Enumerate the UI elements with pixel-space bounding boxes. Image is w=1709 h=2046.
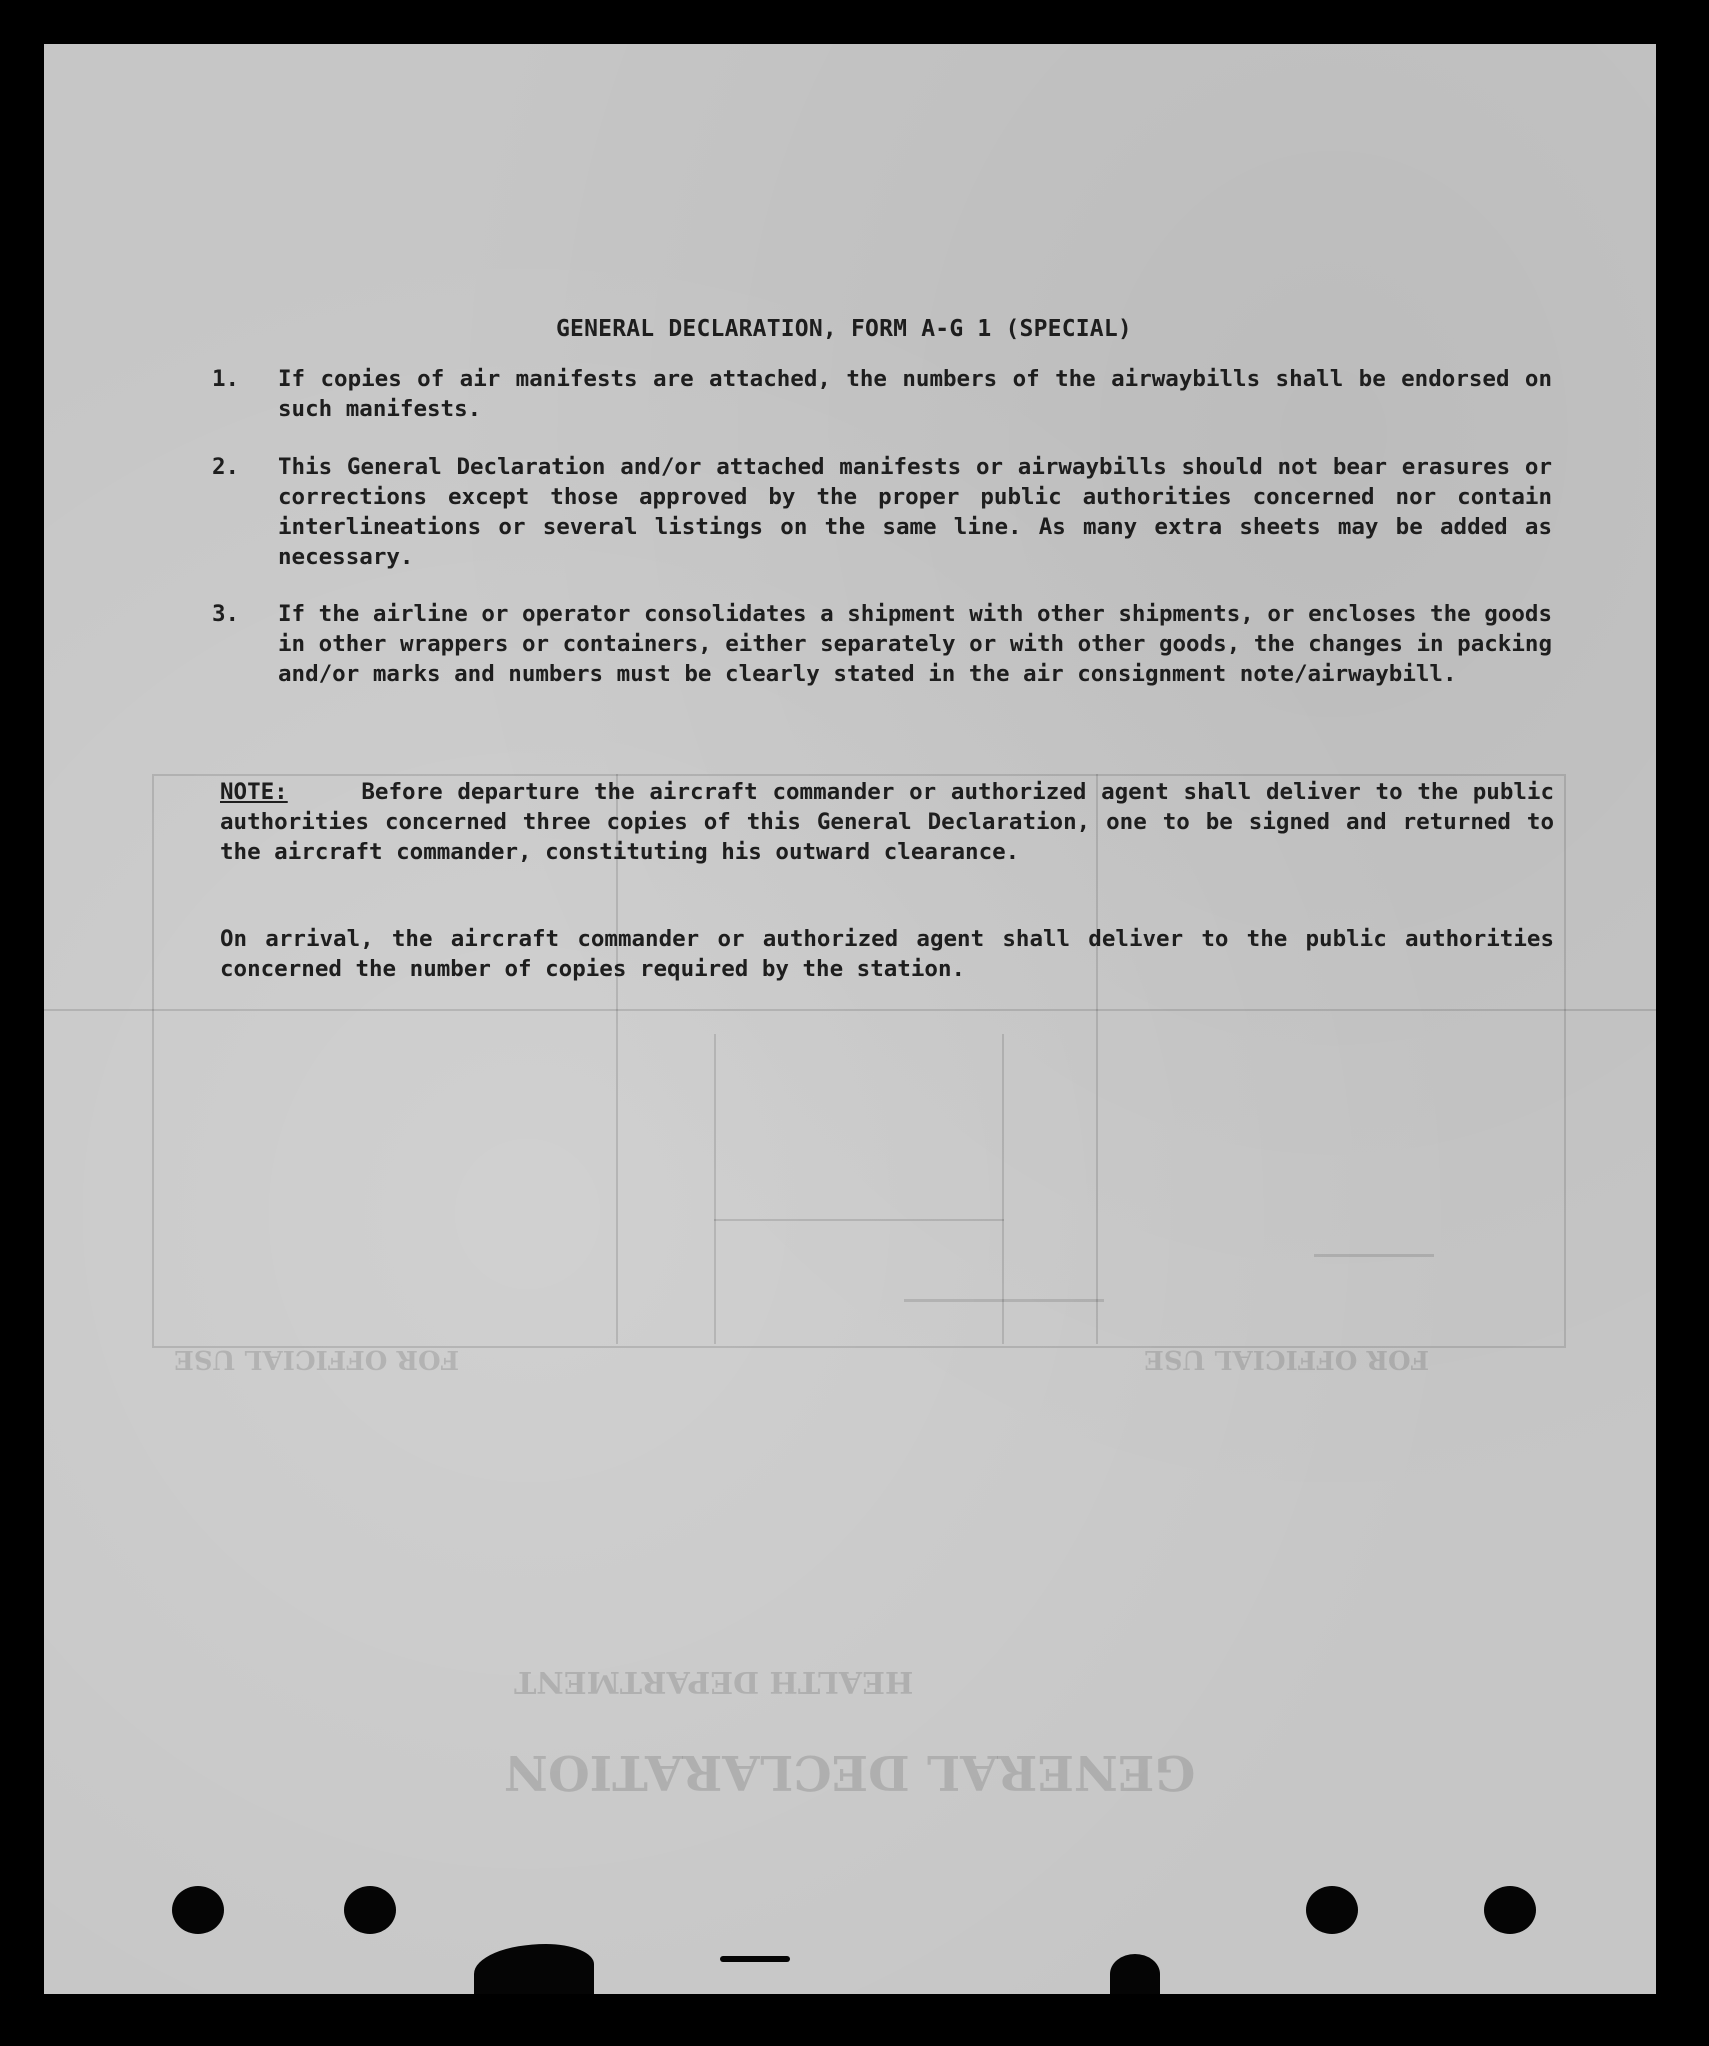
bleed-through-rule bbox=[1314, 1254, 1434, 1257]
instruction-item-2 bbox=[212, 452, 1552, 572]
document-title: GENERAL DECLARATION, FORM A-G 1 (SPECIAL) bbox=[556, 316, 1132, 342]
bleed-through-heading: HEALTH DEPARTMENT bbox=[514, 1664, 914, 1699]
torn-edge bbox=[474, 1944, 594, 1994]
arrival-paragraph bbox=[220, 924, 1554, 984]
bleed-through-divider bbox=[714, 1034, 716, 1344]
item-text: This General Declaration and/or attached manifests or airwaybills should not bear erasures or corrections except those approved by the proper public authorities concerned nor contain interlineations or several listings on the same line. As many extra sheets may be added as necessary. bbox=[278, 454, 1552, 570]
note-label: NOTE: bbox=[220, 779, 288, 805]
punch-hole bbox=[172, 1886, 224, 1934]
note-paragraph bbox=[220, 777, 1554, 867]
instruction-item-1 bbox=[212, 364, 1552, 424]
punch-hole bbox=[1306, 1886, 1358, 1934]
document-page bbox=[44, 44, 1656, 1994]
torn-edge bbox=[1110, 1954, 1160, 1994]
bleed-through-rule bbox=[904, 1299, 1104, 1302]
bleed-through-rule bbox=[714, 1219, 1004, 1221]
torn-edge bbox=[720, 1956, 790, 1962]
bleed-through-heading: FOR OFFICIAL USE bbox=[1144, 1344, 1430, 1374]
bleed-through-rule bbox=[44, 1009, 1656, 1011]
bleed-through-heading: FOR OFFICIAL USE bbox=[174, 1344, 460, 1374]
note-text: Before departure the aircraft commander or authorized agent shall deliver to the public authorities concerned three copies of this General Declaration, one to be signed and returned to the aircraft commander, constituting his outward clearance. bbox=[220, 779, 1555, 865]
instruction-item-3 bbox=[212, 599, 1552, 689]
item-number: 1. bbox=[212, 366, 240, 392]
item-text: If copies of air manifests are attached, the numbers of the airwaybills shall be endorsed on such manifests. bbox=[278, 366, 1552, 422]
arrival-text: On arrival, the aircraft commander or authorized agent shall deliver to the public authorities concerned the number of copies required by the station. bbox=[220, 926, 1554, 982]
item-number: 3. bbox=[212, 601, 240, 627]
bleed-through-heading: GENERAL DECLARATION bbox=[504, 1744, 1196, 1800]
bleed-through-divider bbox=[1002, 1034, 1004, 1344]
punch-hole bbox=[1484, 1886, 1536, 1934]
item-text: If the airline or operator consolidates a shipment with other shipments, or encloses the goods in other wrappers or containers, either separately or with other goods, the changes in packing and/or marks and numbers must be clearly stated in the air consignment note/airwaybill. bbox=[278, 601, 1552, 687]
punch-hole bbox=[344, 1886, 396, 1934]
item-number: 2. bbox=[212, 454, 240, 480]
